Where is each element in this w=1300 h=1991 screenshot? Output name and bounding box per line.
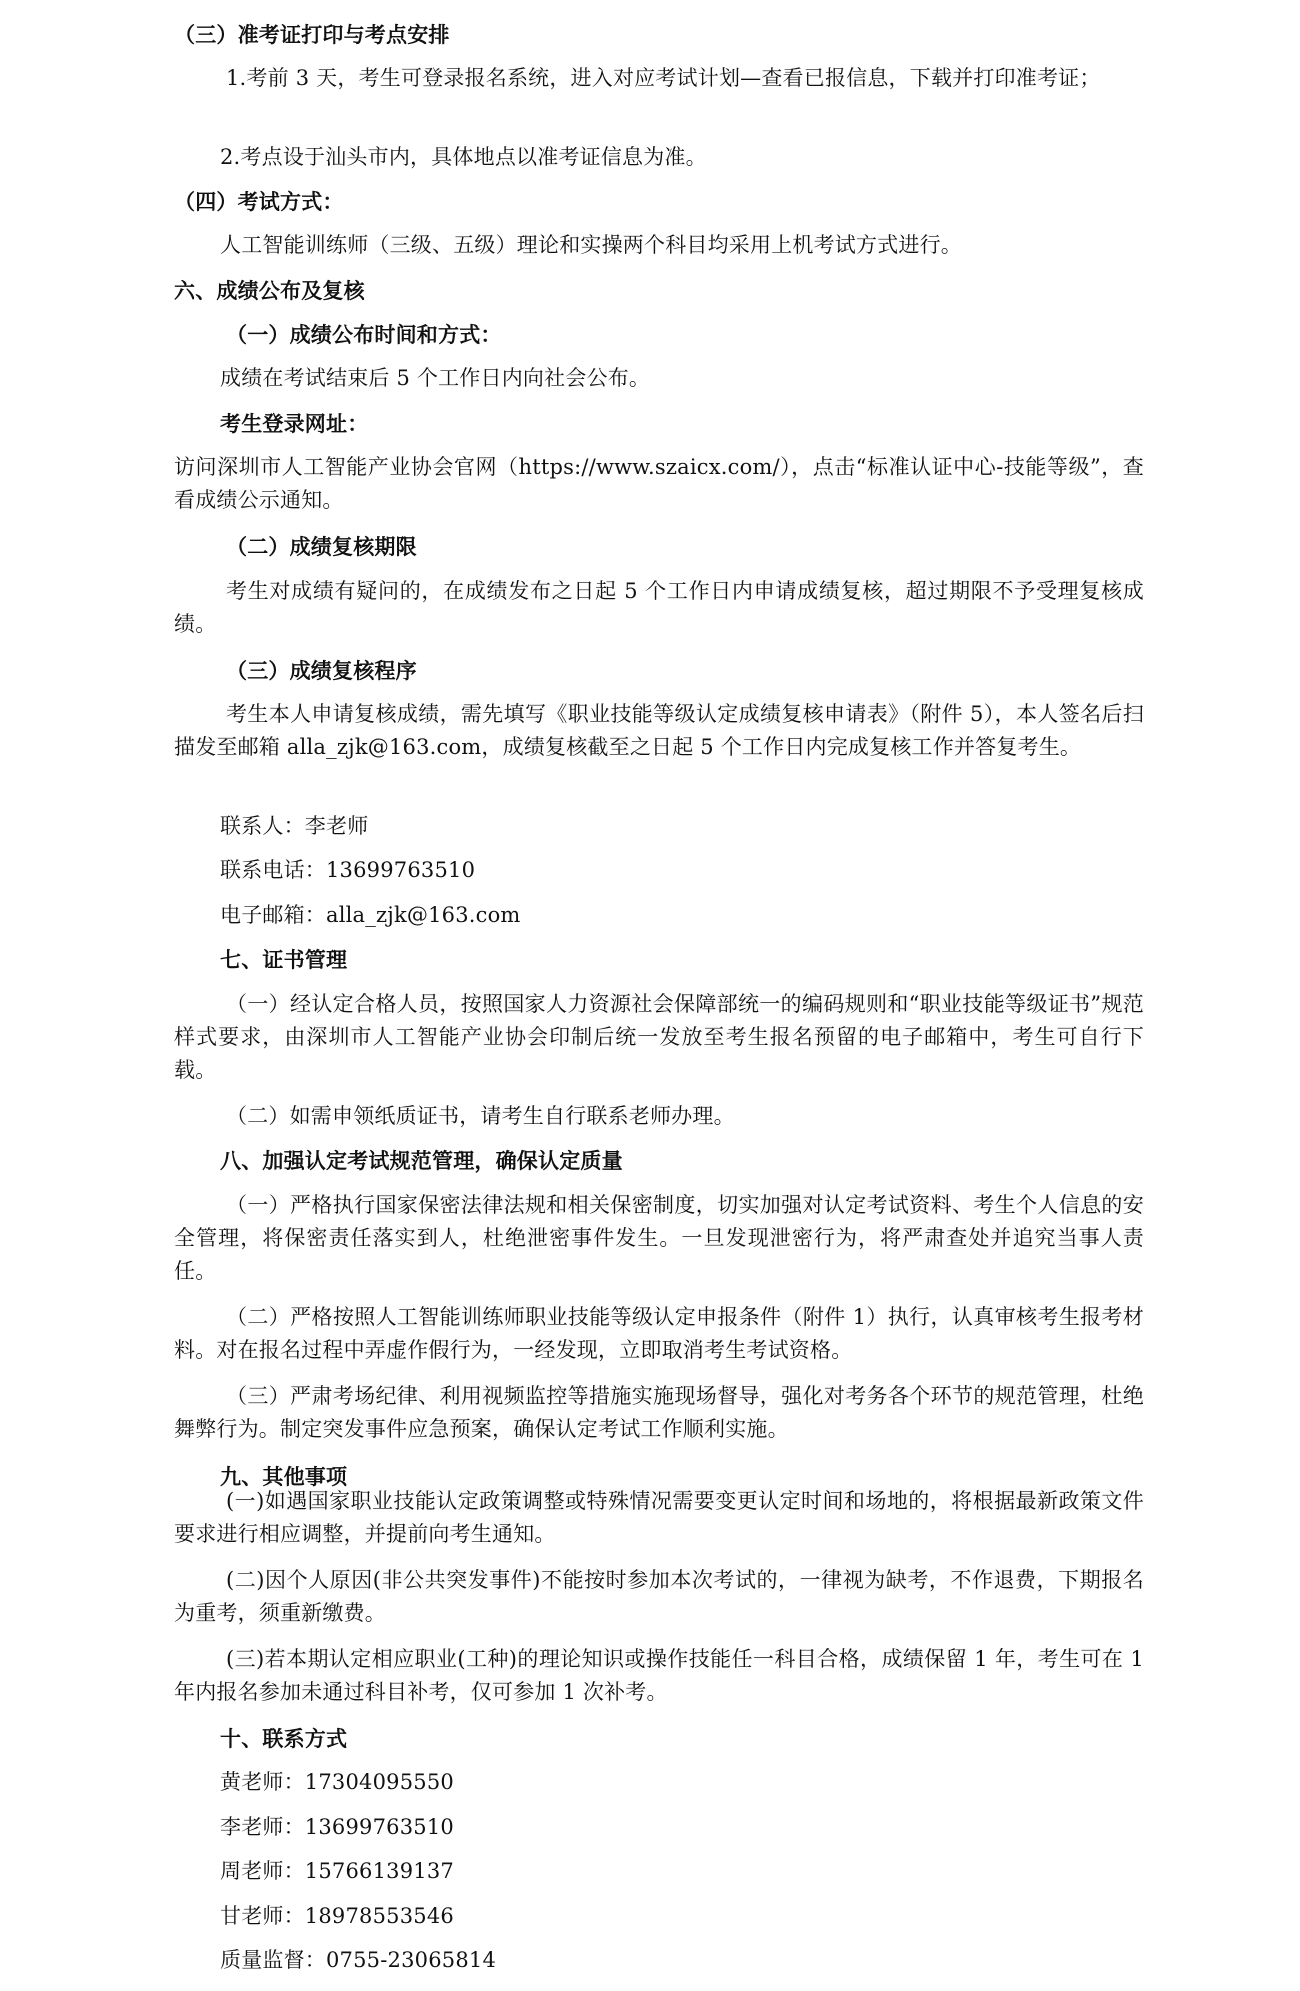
section-heading: 九、其他事项 xyxy=(220,1464,348,1489)
section-heading: （四）考试方式： xyxy=(174,189,344,214)
paragraph: (一)如遇国家职业技能认定政策调整或特殊情况需要变更认定时间和场地的，将根据最新政策文件要求进行相应调整，并提前向考生通知。 xyxy=(174,1489,1144,1546)
paragraph: (三)若本期认定相应职业(工种)的理论知识或操作技能任一科目合格，成绩保留 1 年，考生可在 1 年内报名参加未通过科目补考，仅可参加 1 次补考。 xyxy=(174,1647,1144,1704)
paragraph: (二)因个人原因(非公共突发事件)不能按时参加本次考试的，一律视为缺考，不作退费，下期报名为重考，须重新缴费。 xyxy=(174,1568,1144,1625)
paragraph: （二）严格按照人工智能训练师职业技能等级认定申报条件（附件 1）执行，认真审核考生报考材料。对在报名过程中弄虚作假行为，一经发现，立即取消考生考试资格。 xyxy=(174,1305,1144,1362)
contact-line: 联系电话：13699763510 xyxy=(220,858,476,882)
section-heading: 十、联系方式 xyxy=(220,1726,348,1751)
section-heading: （三）准考证打印与考点安排 xyxy=(174,22,450,47)
paragraph: （一）严格执行国家保密法律法规和相关保密制度，切实加强对认定考试资料、考生个人信息的安全管理，将保密责任落实到人，杜绝泄密事件发生。一旦发现泄密行为，将严肃查处并追究当事人责任。 xyxy=(174,1193,1144,1283)
contact-line: 李老师：13699763510 xyxy=(220,1815,454,1839)
paragraph: （二）如需申领纸质证书，请考生自行联系老师办理。 xyxy=(226,1104,735,1128)
contact-line: 黄老师：17304095550 xyxy=(220,1770,454,1794)
subsection-heading: 考生登录网址： xyxy=(220,411,369,436)
contact-line: 质量监督：0755-23065814 xyxy=(220,1948,497,1972)
section-heading: 六、成绩公布及复核 xyxy=(174,278,365,303)
paragraph: 考生对成绩有疑问的，在成绩发布之日起 5 个工作日内申请成绩复核，超过期限不予受理复核成绩。 xyxy=(174,579,1144,636)
subsection-heading: （一）成绩公布时间和方式： xyxy=(226,322,502,347)
paragraph: 考生本人申请复核成绩，需先填写《职业技能等级认定成绩复核申请表》（附件 5），本人签名后扫描发至邮箱 alla_zjk@163.com，成绩复核截至之日起 5 个工作日内完成复核工作并答复考生。 xyxy=(174,702,1144,759)
subsection-heading: （三）成绩复核程序 xyxy=(226,658,417,683)
paragraph: 2.考点设于汕头市内，具体地点以准考证信息为准。 xyxy=(220,145,707,169)
paragraph: 1.考前 3 天，考生可登录报名系统，进入对应考试计划—查看已报信息，下载并打印准考证； xyxy=(226,66,1101,90)
paragraph: 访问深圳市人工智能产业协会官网（https://www.szaicx.com/），点击“标准认证中心-技能等级”，查看成绩公示通知。 xyxy=(174,455,1144,512)
paragraph: 人工智能训练师（三级、五级）理论和实操两个科目均采用上机考试方式进行。 xyxy=(220,233,962,257)
contact-line: 甘老师：18978553546 xyxy=(220,1904,454,1928)
paragraph: 成绩在考试结束后 5 个工作日内向社会公布。 xyxy=(220,366,651,390)
subsection-heading: （二）成绩复核期限 xyxy=(226,534,417,559)
section-heading: 七、证书管理 xyxy=(220,947,348,972)
contact-line: 联系人：李老师 xyxy=(220,814,369,838)
contact-line: 周老师：15766139137 xyxy=(220,1859,454,1883)
contact-line: 电子邮箱：alla_zjk@163.com xyxy=(220,903,521,927)
paragraph: （一）经认定合格人员，按照国家人力资源社会保障部统一的编码规则和“职业技能等级证书”规范样式要求，由深圳市人工智能产业协会印制后统一发放至考生报名预留的电子邮箱中，考生可自行下载。 xyxy=(174,992,1144,1082)
paragraph: （三）严肃考场纪律、利用视频监控等措施实施现场督导，强化对考务各个环节的规范管理，杜绝舞弊行为。制定突发事件应急预案，确保认定考试工作顺利实施。 xyxy=(174,1384,1144,1441)
section-heading: 八、加强认定考试规范管理，确保认定质量 xyxy=(220,1148,623,1173)
